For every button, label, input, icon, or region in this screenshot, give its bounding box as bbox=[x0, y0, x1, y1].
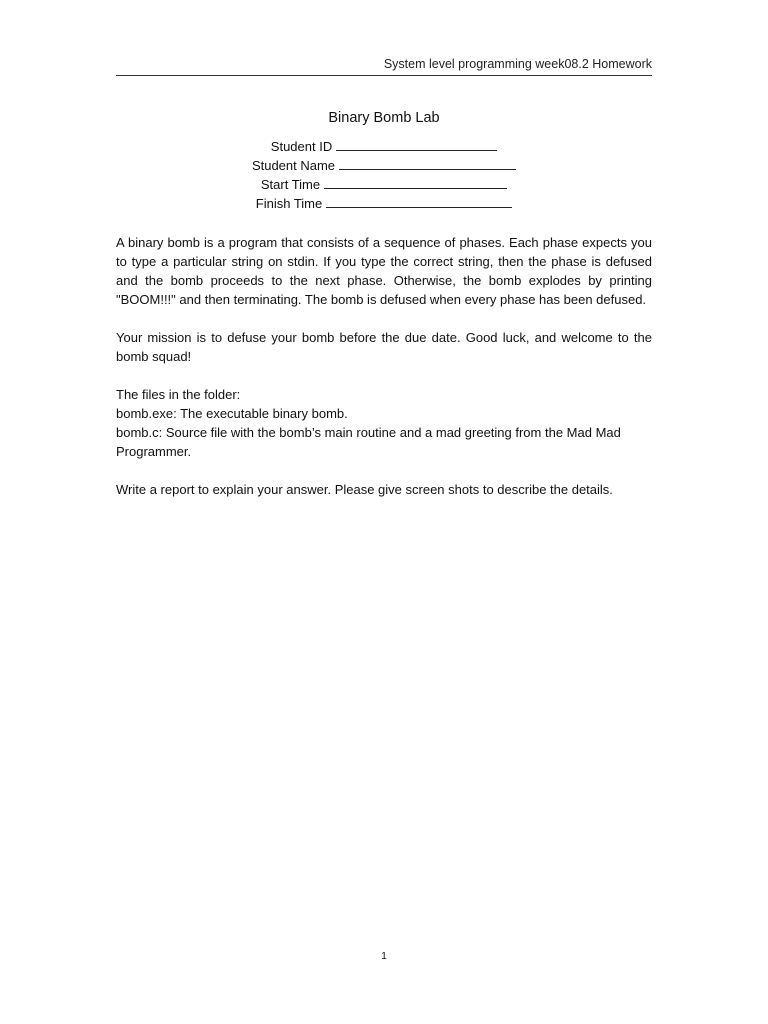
student-id-blank bbox=[336, 138, 497, 151]
student-id-field bbox=[116, 137, 652, 156]
files-heading: The files in the folder: bbox=[116, 387, 241, 402]
intro-paragraph: A binary bomb is a program that consists of a sequence of phases. Each phase expects you to type a particular string on stdin. If you type the correct string, then the phase is defused and the bomb proceeds to the next phase. Otherwise, the bomb explodes by printing "BOOM!!!" and then terminating. The bomb is defused when every phase has been defused. bbox=[116, 235, 652, 307]
student-info-fields bbox=[116, 137, 652, 213]
finish-time-field bbox=[116, 194, 652, 213]
file-item-source: bomb.c: Source file with the bomb’s main routine and a mad greeting from the Mad Mad Programmer. bbox=[116, 425, 621, 459]
student-name-label: Student Name bbox=[251, 158, 336, 173]
running-header: System level programming week08.2 Homework bbox=[383, 57, 652, 71]
report-paragraph: Write a report to explain your answer. Please give screen shots to describe the details. bbox=[116, 482, 613, 497]
student-name-field bbox=[116, 156, 652, 175]
document-title: Binary Bomb Lab bbox=[328, 110, 440, 126]
start-time-label: Start Time bbox=[260, 177, 321, 192]
files-section bbox=[116, 385, 652, 461]
finish-time-blank bbox=[326, 195, 512, 208]
document-body bbox=[116, 233, 652, 518]
student-name-blank bbox=[339, 157, 516, 170]
student-id-label: Student ID bbox=[270, 139, 333, 154]
finish-time-label: Finish Time bbox=[255, 196, 323, 211]
page-number: 1 bbox=[381, 951, 387, 962]
mission-paragraph: Your mission is to defuse your bomb before the due date. Good luck, and welcome to the bomb squad! bbox=[116, 330, 652, 364]
header-rule bbox=[116, 75, 652, 76]
start-time-field bbox=[116, 175, 652, 194]
start-time-blank bbox=[324, 176, 507, 189]
file-item-exe: bomb.exe: The executable binary bomb. bbox=[116, 406, 348, 421]
